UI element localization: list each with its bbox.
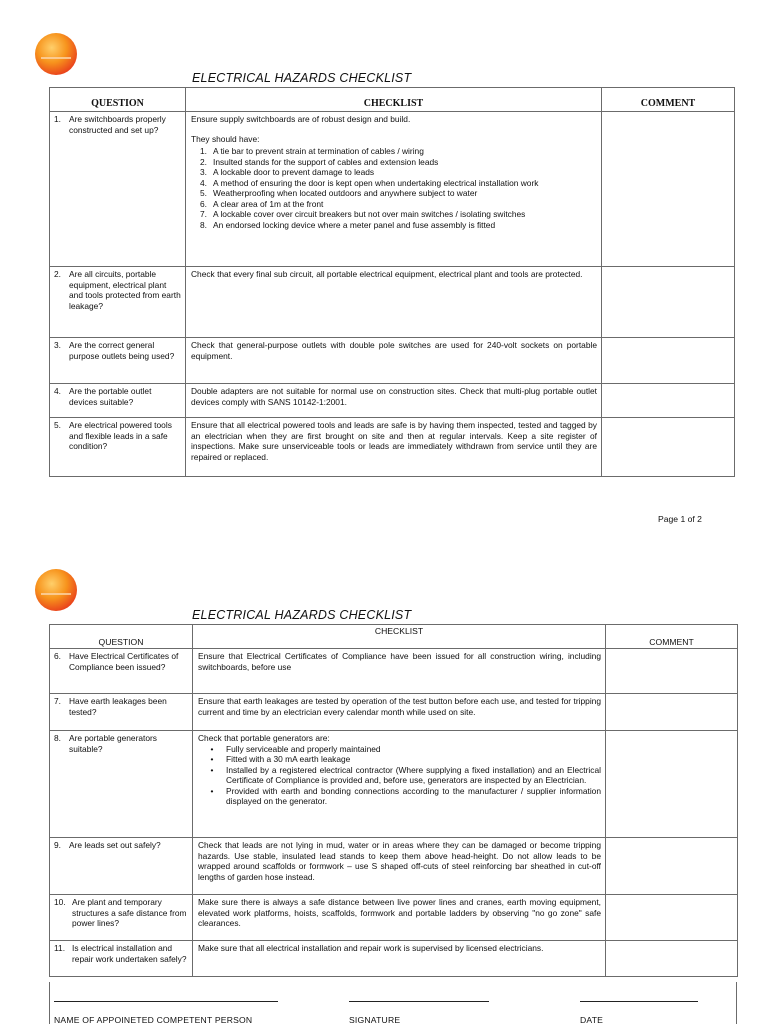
signature-label: SIGNATURE [349, 1015, 401, 1024]
checklist-bullet-list [198, 744, 601, 807]
list-item: • Installed by a registered electrical contractor (Where supplying a fixed installation) and an Electrical Certificate of Compliance is provided and, before use, generators are inspected by an Electrician. [210, 764, 601, 785]
checklist-text: Check that leads are not lying in mud, water or in areas where they can be damaged or become tripping hazards. Use stable, insulated lead stands to keep them above head-height. Do not allow leads to be wrapped around scaffolds or formwork – use S shaped off-cuts of steel reinforcing bar sheathed in cut-off lengths of garden hose instead. [193, 838, 606, 895]
question-header: QUESTION [50, 625, 193, 649]
list-item: 2. Insulted stands for the support of cables and extension leads [200, 156, 439, 167]
date-label: DATE [580, 1015, 604, 1024]
company-logo [35, 569, 77, 611]
table-row: 8. Are portable generators suitable? Check that portable generators are: • Fully serviceable and properly maintained • Fitted with a 30 mA earth leakage • Installed by a registered electrical contractor (Where supplying a fixed installation) and an Electrical Certificate of Compliance is provided and, before use, generators are inspected by an Electrician. • Provided with earth and bonding connections according to the manufacturer / supplier information displayed on the generator. [50, 731, 738, 838]
list-item: 6. A clear area of 1m at the front [200, 198, 324, 209]
question-text: Are plant and temporary structures a safe distance from power lines? [72, 897, 187, 928]
signature-line[interactable] [349, 1001, 489, 1002]
company-logo [35, 33, 77, 75]
list-item: • Fitted with a 30 mA earth leakage [210, 754, 351, 764]
list-item: 8. An endorsed locking device where a meter panel and fuse assembly is fitted [200, 219, 496, 230]
comment-cell[interactable] [606, 941, 738, 977]
page-title: ELECTRICAL HAZARDS CHECKLIST [192, 71, 412, 85]
question-text: Are switchboards properly constructed and set up? [69, 114, 166, 135]
question-number: 1. [54, 114, 61, 124]
question-text: Are the portable outlet devices suitable? [69, 386, 152, 407]
comment-cell[interactable] [602, 267, 735, 338]
checklist-header: CHECKLIST [186, 88, 602, 112]
comment-header: COMMENT [606, 625, 738, 649]
checklist-table-page-1 [49, 87, 735, 477]
question-text: Have earth leakages been tested? [69, 696, 167, 717]
list-item: 3. A lockable door to prevent damage to leads [200, 167, 375, 177]
list-item: • Provided with earth and bonding connections according to the manufacturer / supplier information displayed on the generator. [210, 785, 601, 806]
list-item: 5. Weatherproofing when located outdoors and anywhere subject to water [200, 188, 478, 198]
competent-person-line[interactable] [54, 1001, 278, 1002]
page-title: ELECTRICAL HAZARDS CHECKLIST [192, 608, 412, 622]
comment-cell[interactable] [602, 418, 735, 477]
table-header-row [50, 88, 735, 112]
table-row: 11. Is electrical installation and repair work undertaken safely? Make sure that all electrical installation and repair work is supervised by licensed electricians. [50, 941, 738, 977]
list-item: 7. A lockable cover over circuit breakers but not over main switches / isolating switches [200, 209, 526, 219]
table-row: 9. Are leads set out safely? Check that leads are not lying in mud, water or in areas where they can be damaged or become tripping hazards. Use stable, insulated lead stands to keep them above head-height. Do not allow leads to be wrapped around scaffolds or formwork – use S shaped off-cuts of steel reinforcing bar sheathed in cut-off lengths of garden hose instead. [50, 838, 738, 895]
checklist-text: Ensure that all electrical powered tools and leads are safe is by having them inspected, tested and tagged by an electrician when they are first brought on site and then at regular intervals. Keep a site register of inspections. Make sure unserviceable tools or leads are immediately withdrawn from service until they are repaired or replaced. [186, 418, 602, 477]
checklist-text: Ensure that Electrical Certificates of Compliance have been issued for all construction wiring, including switchboards, before use [193, 649, 606, 694]
table-row [50, 112, 735, 267]
checklist-text: Ensure supply switchboards are of robust design and build. [191, 114, 411, 124]
list-item: • Fully serviceable and properly maintained [210, 743, 381, 754]
checklist-table-page-2 [49, 624, 738, 977]
checklist-text: Make sure that all electrical installation and repair work is supervised by licensed electricians. [193, 941, 606, 977]
checklist-text: Check that general-purpose outlets with double pole switches are used for 240-volt sockets on portable equipment. [186, 338, 602, 384]
list-item: 1. A tie bar to prevent strain at termination of cables / wiring [200, 146, 424, 156]
comment-cell[interactable] [606, 895, 738, 941]
table-row: 7. Have earth leakages been tested? Ensure that earth leakages are tested by operation of the test button before each use, and tested for tripping current and time by an electrician every calendar month while used on site. [50, 694, 738, 731]
table-row: 10. Are plant and temporary structures a safe distance from power lines? Make sure there is always a safe distance between live power lines and cranes, earth moving equipment, elevated work platforms, hoists, scaffolds, formwork and portable ladders by observing "no go zone" safe clearances. [50, 895, 738, 941]
checklist-text: Make sure there is always a safe distance between live power lines and cranes, earth moving equipment, elevated work platforms, hoists, scaffolds, formwork and portable ladders by observing "no go zone" safe clearances. [193, 895, 606, 941]
table-row: 6. Have Electrical Certificates of Compliance been issued? Ensure that Electrical Certificates of Compliance have been issued for all construction wiring, including switchboards, before use [50, 649, 738, 694]
checklist-lead: They should have: [191, 133, 260, 144]
question-text: Are the correct general purpose outlets being used? [69, 340, 175, 361]
question-text: Are electrical powered tools and flexible leads in a safe condition? [69, 420, 172, 451]
page-number: Page 1 of 2 [658, 514, 702, 524]
checklist-text: Ensure that earth leakages are tested by operation of the test button before each use, and tested for tripping current and time by an electrician every calendar month while used on site. [193, 694, 606, 731]
checklist-header: CHECKLIST [193, 625, 606, 649]
question-text: Have Electrical Certificates of Compliance been issued? [69, 651, 179, 672]
checklist-text: Check that every final sub circuit, all portable electrical equipment, electrical plant and tools are protected. [186, 267, 602, 338]
comment-cell[interactable] [602, 384, 735, 418]
table-header-row [50, 625, 738, 649]
comment-cell[interactable] [602, 338, 735, 384]
checklist-text: Check that portable generators are: [198, 733, 330, 743]
date-line[interactable] [580, 1001, 698, 1002]
comment-cell[interactable] [606, 649, 738, 694]
question-header: QUESTION [50, 88, 186, 112]
checklist-numbered-list [191, 146, 597, 230]
question-text: Are portable generators suitable? [69, 733, 157, 754]
table-row: 4. Are the portable outlet devices suitable? Double adapters are not suitable for normal use on construction sites. Check that multi-plug portable outlet devices comply with SANS 10142-1:2001. [50, 384, 735, 418]
question-text: Are leads set out safely? [69, 840, 161, 850]
question-text: Are all circuits, portable equipment, electrical plant and tools protected from earth leakage? [69, 269, 181, 311]
comment-cell[interactable] [606, 731, 738, 838]
list-item: 4. A method of ensuring the door is kept open when undertaking electrical installation work [200, 177, 539, 188]
table-row: 3. Are the correct general purpose outlets being used? Check that general-purpose outlets with double pole switches are used for 240-volt sockets on portable equipment. [50, 338, 735, 384]
competent-person-label: NAME OF APPOINETED COMPETENT PERSON [54, 1015, 253, 1024]
comment-cell[interactable] [606, 838, 738, 895]
question-text: Is electrical installation and repair work undertaken safely? [72, 943, 187, 964]
comment-cell[interactable] [602, 112, 735, 267]
comment-cell[interactable] [606, 694, 738, 731]
table-row: 5. Are electrical powered tools and flexible leads in a safe condition? Ensure that all electrical powered tools and leads are safe is by having them inspected, tested and tagged by an electrician when they are first brought on site and then at regular intervals. Keep a site register of inspections. Make sure unserviceable tools or leads are immediately withdrawn from service until they are repaired or replaced. [50, 418, 735, 477]
table-row: 2. Are all circuits, portable equipment, electrical plant and tools protected from earth leakage? Check that every final sub circuit, all portable electrical equipment, electrical plant and tools are protected. [50, 267, 735, 338]
checklist-text: Double adapters are not suitable for normal use on construction sites. Check that multi-plug portable outlet devices comply with SANS 10142-1:2001. [186, 384, 602, 418]
comment-header: COMMENT [602, 88, 735, 112]
